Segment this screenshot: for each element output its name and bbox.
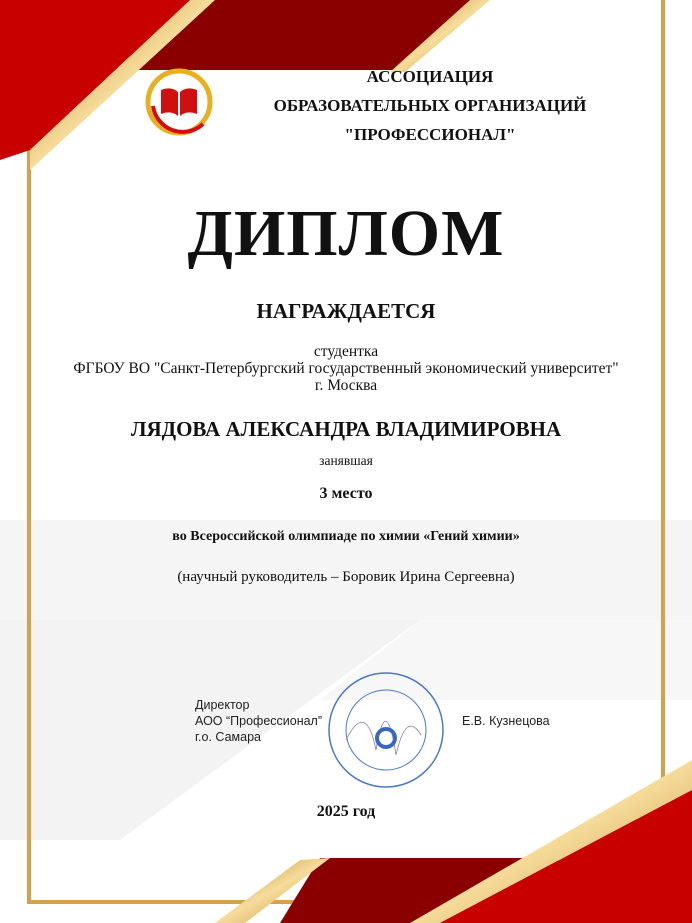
org-line-3: "ПРОФЕССИОНАЛ" [344,125,516,144]
recipient-role: студентка [313,343,379,360]
open-book-logo-icon [143,66,215,138]
supervisor: (научный руководитель – Боровик Ирина Сергеевна) [177,569,515,585]
recipient-city: г. Москва [314,377,378,394]
org-line-1: АССОЦИАЦИЯ [366,67,494,86]
year: 2025 год [316,803,376,820]
event-name: во Всероссийской олимпиаде по химии «Гений химии» [172,529,520,544]
director-title: Директор [195,698,250,712]
recipient-institution: ФГБОУ ВО "Санкт-Петербургский государственный экономический университет" [73,360,619,377]
official-stamp [326,670,446,790]
director-block [195,697,322,745]
director-org: АОО “Профессионал” [195,714,323,728]
achievement-verb: занявшая [319,453,373,468]
stamp-logo-icon [377,729,395,747]
diploma-title: ДИПЛОМ [187,197,505,270]
logo [143,66,215,138]
signer-name: Е.В. Кузнецова [462,714,550,728]
place: 3 место [319,485,373,502]
awarded-heading: НАГРАЖДАЕТСЯ [256,299,436,323]
recipient-name: ЛЯДОВА АЛЕКСАНДРА ВЛАДИМИРОВНА [130,417,562,441]
organization-name [240,62,620,149]
org-line-2: ОБРАЗОВАТЕЛЬНЫХ ОРГАНИЗАЦИЙ [273,96,587,115]
director-city: г.о. Самара [195,730,261,744]
